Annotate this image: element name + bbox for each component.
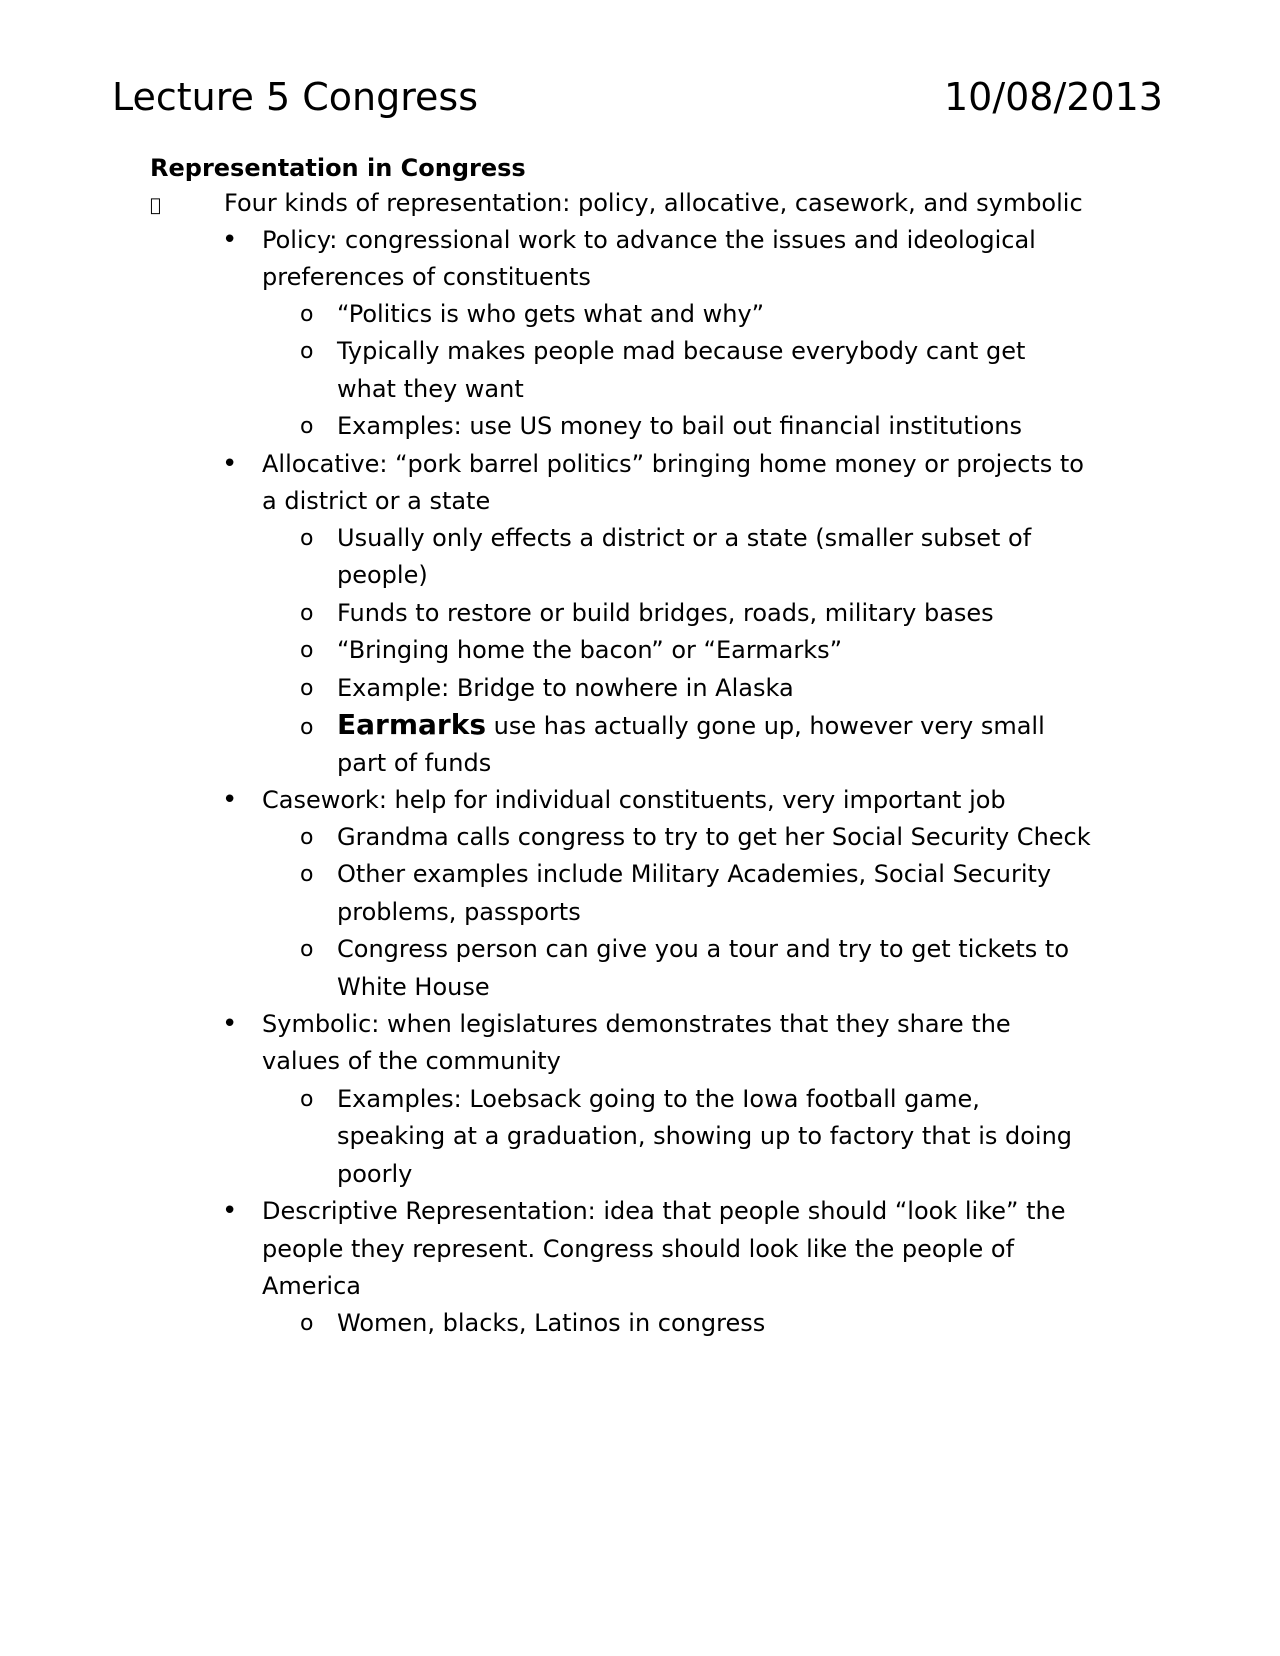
list-item: Women, blacks, Latinos in congress	[337, 1309, 766, 1337]
list-item: Typically makes people mad because everybody cant get	[337, 337, 1026, 365]
sub-bullet-icon: o	[300, 339, 314, 364]
sub-bullet-icon: o	[300, 862, 314, 887]
list-item-continuation: what they want	[337, 375, 524, 403]
page-date: 10/08/2013	[943, 75, 1163, 119]
sub-bullet-icon: o	[300, 526, 314, 551]
list-item: Descriptive Representation: idea that people should “look like” the	[262, 1197, 1066, 1225]
list-item: Other examples include Military Academies, Social Security	[337, 860, 1052, 888]
list-item: Congress person can give you a tour and try to get tickets to	[337, 935, 1069, 963]
list-item	[337, 706, 1045, 745]
list-item: Symbolic: when legislatures demonstrates that they share the	[262, 1010, 1011, 1038]
section-heading: Representation in Congress	[150, 154, 526, 182]
list-item: Casework: help for individual constituents, very important job	[262, 786, 1006, 814]
bullet-icon: •	[222, 1009, 238, 1039]
sub-bullet-icon: o	[300, 937, 314, 962]
list-item: Grandma calls congress to try to get her Social Security Check	[337, 823, 1091, 851]
sub-bullet-icon: o	[300, 638, 314, 663]
list-item-continuation: a district or a state	[262, 487, 491, 515]
sub-bullet-icon: o	[300, 676, 314, 701]
list-item-continuation: people they represent. Congress should look like the people of	[262, 1235, 1015, 1263]
list-item: Policy: congressional work to advance the issues and ideological	[262, 226, 1036, 254]
list-item-continuation: people)	[337, 561, 428, 589]
list-item-continuation: part of funds	[337, 749, 492, 777]
bullet-icon: •	[222, 449, 238, 479]
bullet-symbol-icon	[150, 187, 161, 224]
bullet-icon: •	[222, 785, 238, 815]
list-item: Example: Bridge to nowhere in Alaska	[337, 674, 794, 702]
bullet-icon: •	[222, 225, 238, 255]
list-item: Usually only effects a district or a state (smaller subset of	[337, 524, 1032, 552]
list-item-continuation: White House	[337, 973, 490, 1001]
list-item: Allocative: “pork barrel politics” bringing home money or projects to	[262, 450, 1084, 478]
sub-bullet-icon: o	[300, 715, 314, 740]
list-item: Examples: Loebsack going to the Iowa football game,	[337, 1085, 980, 1113]
sub-bullet-icon: o	[300, 1311, 314, 1336]
list-item-continuation: problems, passports	[337, 898, 581, 926]
list-item-continuation: America	[262, 1272, 361, 1300]
list-item-continuation: speaking at a graduation, showing up to factory that is doing	[337, 1122, 1073, 1150]
earmarks-emphasis: Earmarks	[337, 708, 486, 741]
list-item: “Politics is who gets what and why”	[337, 300, 765, 328]
bullet-icon: •	[222, 1196, 238, 1226]
list-item-continuation: poorly	[337, 1160, 413, 1188]
list-item-continuation: values of the community	[262, 1047, 561, 1075]
sub-bullet-icon: o	[300, 302, 314, 327]
list-item-text: use has actually gone up, however very small	[486, 712, 1045, 740]
sub-bullet-icon: o	[300, 601, 314, 626]
list-item: Funds to restore or build bridges, roads, military bases	[337, 599, 994, 627]
list-item-continuation: preferences of constituents	[262, 263, 591, 291]
list-item: “Bringing home the bacon” or “Earmarks”	[337, 636, 843, 664]
sub-bullet-icon: o	[300, 414, 314, 439]
list-item: Examples: use US money to bail out financial institutions	[337, 412, 1022, 440]
list-item: Four kinds of representation: policy, allocative, casework, and symbolic	[224, 189, 1083, 217]
sub-bullet-icon: o	[300, 1087, 314, 1112]
sub-bullet-icon: o	[300, 825, 314, 850]
page-title: Lecture 5 Congress	[112, 75, 479, 119]
